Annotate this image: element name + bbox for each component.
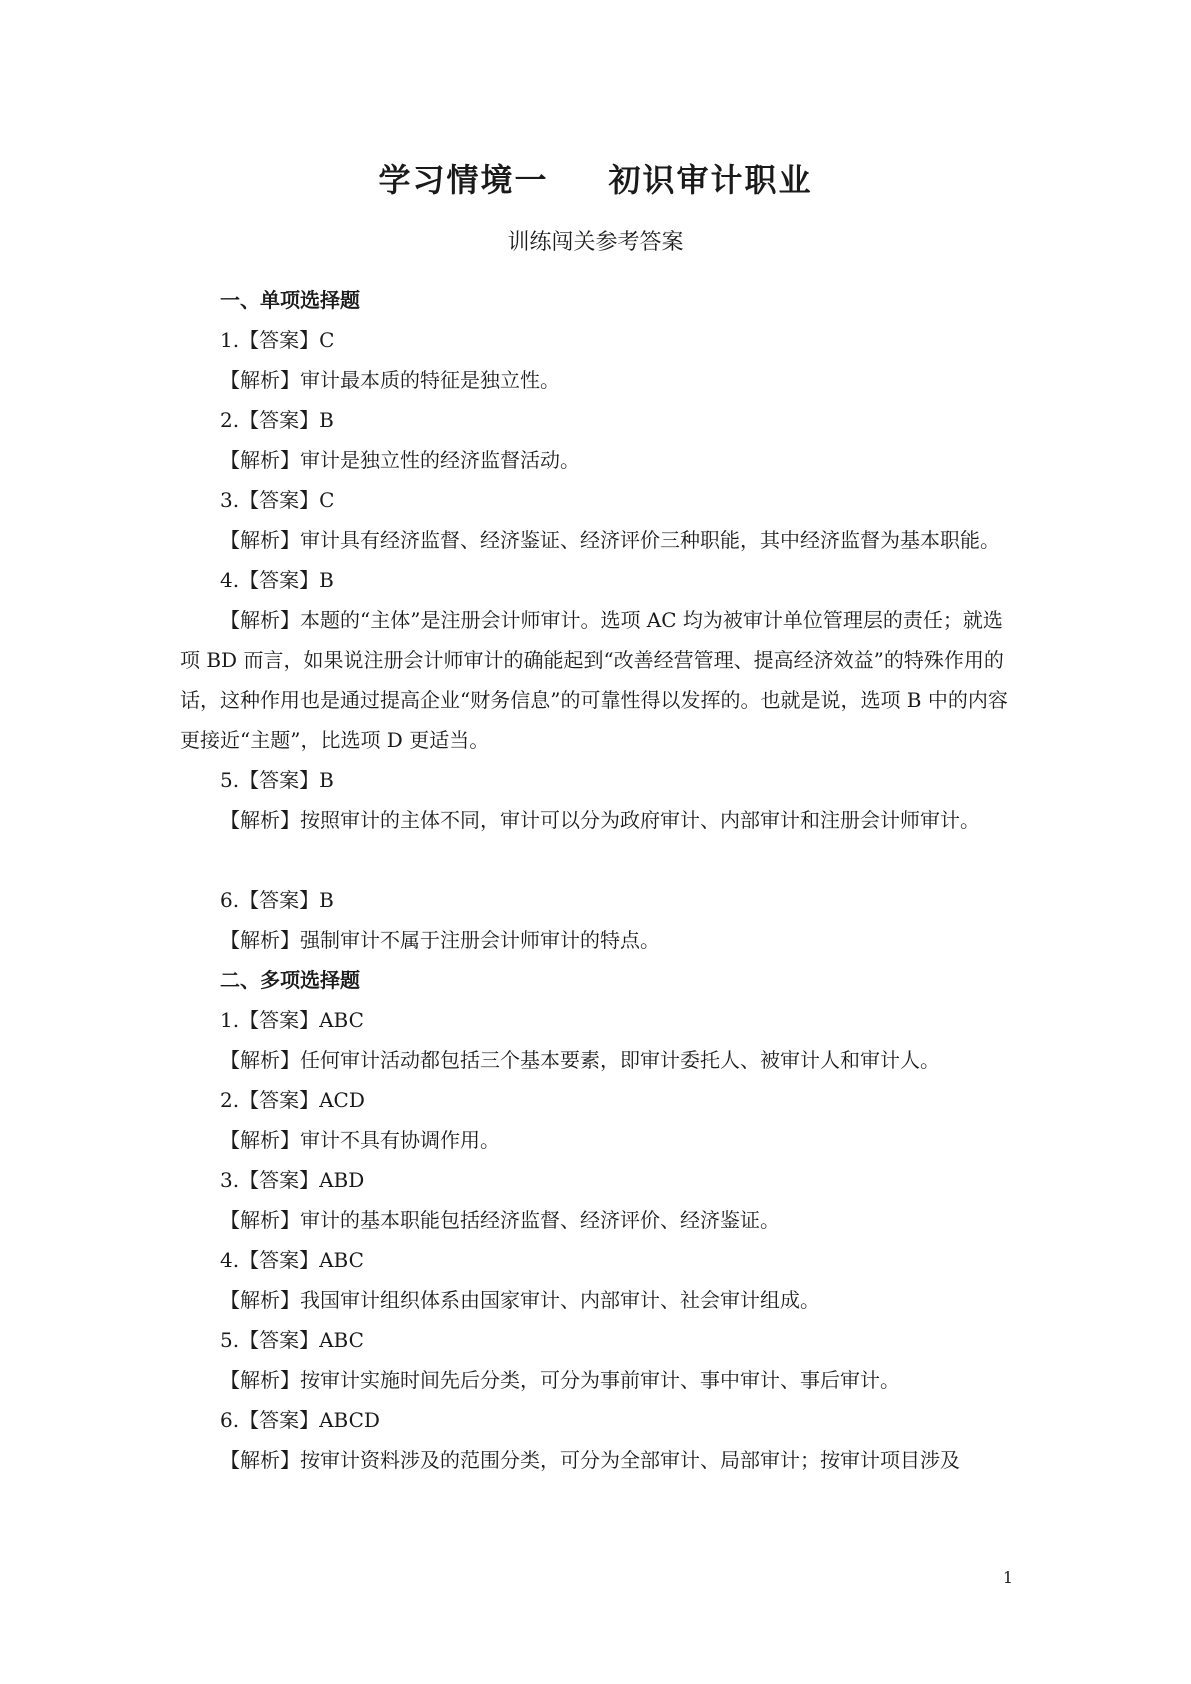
section-heading: 二、多项选择题 [220,968,360,992]
answer-line: 1.【答案】ABC [220,1008,364,1032]
blank-line [180,840,1012,880]
title-left: 学习情境一 [378,161,549,199]
analysis-line: 【解析】审计不具有协调作用。 [220,1128,500,1152]
title-right: 初识审计职业 [608,161,813,199]
analysis-line: 【解析】我国审计组织体系由国家审计、内部审计、社会审计组成。 [220,1288,820,1312]
analysis-line: 【解析】按审计资料涉及的范围分类，可分为全部审计、局部审计；按审计项目涉及 [220,1448,960,1472]
answer-line: 3.【答案】C [220,488,335,512]
answer-line: 1.【答案】C [220,328,335,352]
section-heading: 一、单项选择题 [220,288,360,312]
analysis-line: 【解析】任何审计活动都包括三个基本要素，即审计委托人、被审计人和审计人。 [220,1048,940,1072]
analysis-line: 【解析】审计的基本职能包括经济监督、经济评价、经济鉴证。 [220,1208,780,1232]
analysis-line: 【解析】审计具有经济监督、经济鉴证、经济评价三种职能，其中经济监督为基本职能。 [220,528,1000,552]
answer-line: 3.【答案】ABD [220,1168,365,1192]
page-title [0,155,1191,201]
page-number: 1 [1002,1568,1013,1587]
answer-line: 4.【答案】B [220,568,334,592]
answer-line: 6.【答案】B [220,888,334,912]
document-body [180,280,1012,1480]
answer-line: 6.【答案】ABCD [220,1408,380,1432]
answer-line: 5.【答案】ABC [220,1328,364,1352]
page-subtitle: 训练闯关参考答案 [507,230,684,255]
analysis-line: 【解析】本题的“主体”是注册会计师审计。选项 AC 均为被审计单位管理层的责任；就选项 BD 而言，如果说注册会计师审计的确能起到“改善经营管理、提高经济效益”的特殊作用的话，这种作用也是通过提高企业“财务信息”的可靠性得以发挥的。也就是说，选项 B 中的内容更接近“主题”，比选项 D 更适当。 [180,608,1008,752]
analysis-line: 【解析】按照审计的主体不同，审计可以分为政府审计、内部审计和注册会计师审计。 [220,808,980,832]
answer-line: 2.【答案】B [220,408,334,432]
analysis-line: 【解析】强制审计不属于注册会计师审计的特点。 [220,928,660,952]
answer-line: 5.【答案】B [220,768,334,792]
answer-line: 2.【答案】ACD [220,1088,365,1112]
analysis-line: 【解析】审计是独立性的经济监督活动。 [220,448,580,472]
answer-line: 4.【答案】ABC [220,1248,364,1272]
analysis-line: 【解析】按审计实施时间先后分类，可分为事前审计、事中审计、事后审计。 [220,1368,900,1392]
analysis-line: 【解析】审计最本质的特征是独立性。 [220,368,560,392]
